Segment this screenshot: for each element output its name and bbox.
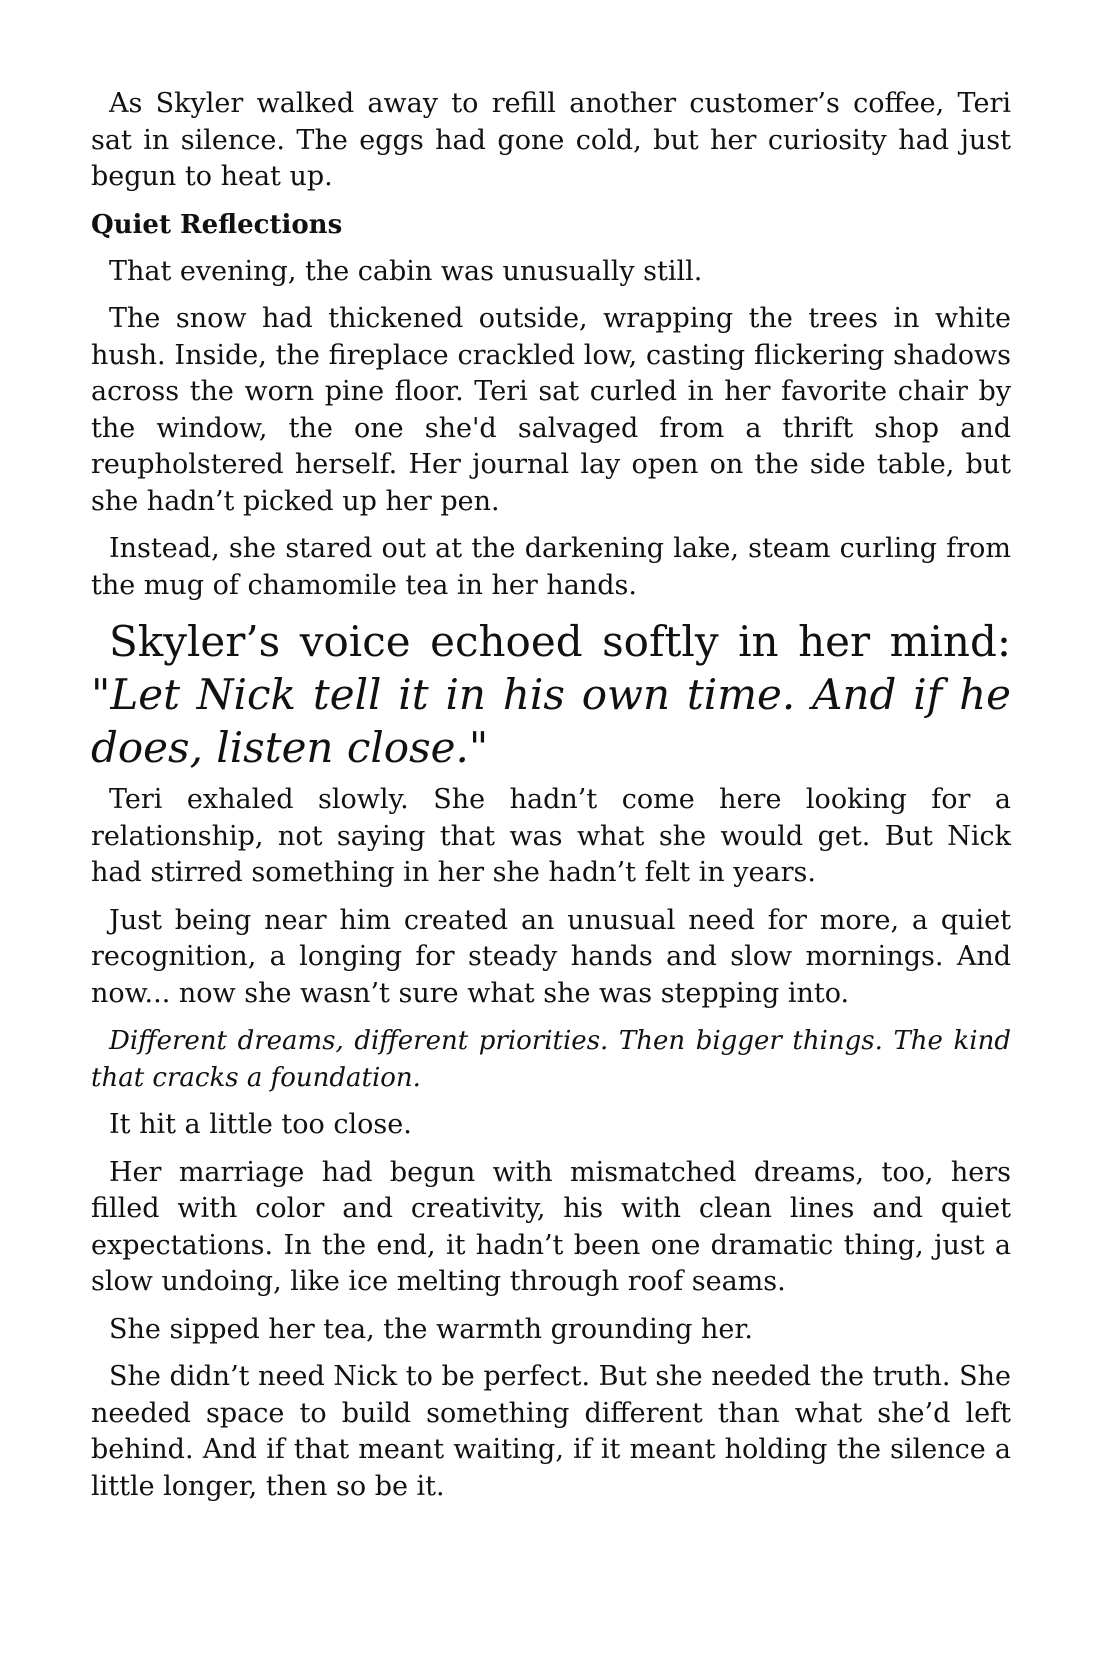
paragraph-10: She sipped her tea, the warmth grounding her. xyxy=(109,1313,753,1345)
quote-lead: Skyler’s voice echoed softly in her mind: xyxy=(109,617,1011,666)
paragraph-3: The snow had thickened outside, wrapping the trees in white hush. Inside, the fireplace crackled low, casting flickering shadows across the worn pine floor. Teri sat curled in her favorite chair by the window, the one she'd salvaged from a thrift shop and reupholstered herself. Her journal lay open on the side table, but she hadn’t picked up her pen. xyxy=(91,303,1011,517)
enlarged-quote-paragraph xyxy=(91,615,1011,774)
paragraph-1: As Skyler walked away to refill another customer’s coffee, Teri sat in silence. The eggs had gone cold, but her curiosity had just begun to heat up. xyxy=(91,88,1011,192)
paragraph-2: That evening, the cabin was unusually still. xyxy=(109,255,703,287)
italic-paragraph: Different dreams, different priorities. Then bigger things. The kind that cracks a foundation. xyxy=(91,1026,1011,1093)
paragraph-6: Just being near him created an unusual need for more, a quiet recognition, a longing for steady hands and slow mornings. And now... now she wasn’t sure what she was stepping into. xyxy=(91,904,1011,1009)
paragraph-4: Instead, she stared out at the darkening lake, steam curling from the mug of chamomile tea in her hands. xyxy=(91,533,1011,601)
paragraph-11: She didn’t need Nick to be perfect. But she needed the truth. She needed space to build something different than what she’d left behind. And if that meant waiting, if it meant holding the silence a little longer, then so be it. xyxy=(91,1361,1011,1502)
paragraph-5: Teri exhaled slowly. She hadn’t come here looking for a relationship, not saying that was what she would get. But Nick had stirred something in her she hadn’t felt in years. xyxy=(91,784,1011,888)
paragraph-9: Her marriage had begun with mismatched dreams, too, hers filled with color and creativity, his with clean lines and quiet expectations. In the end, it hadn’t been one dramatic thing, just a slow undoing, like ice melting through roof seams. xyxy=(91,1156,1011,1297)
section-heading: Quiet Reflections xyxy=(91,209,343,240)
quote-text: "Let Nick tell it in his own time. And if he does, listen close." xyxy=(91,670,1011,772)
book-page xyxy=(91,86,1011,1516)
paragraph-8: It hit a little too close. xyxy=(109,1109,412,1140)
